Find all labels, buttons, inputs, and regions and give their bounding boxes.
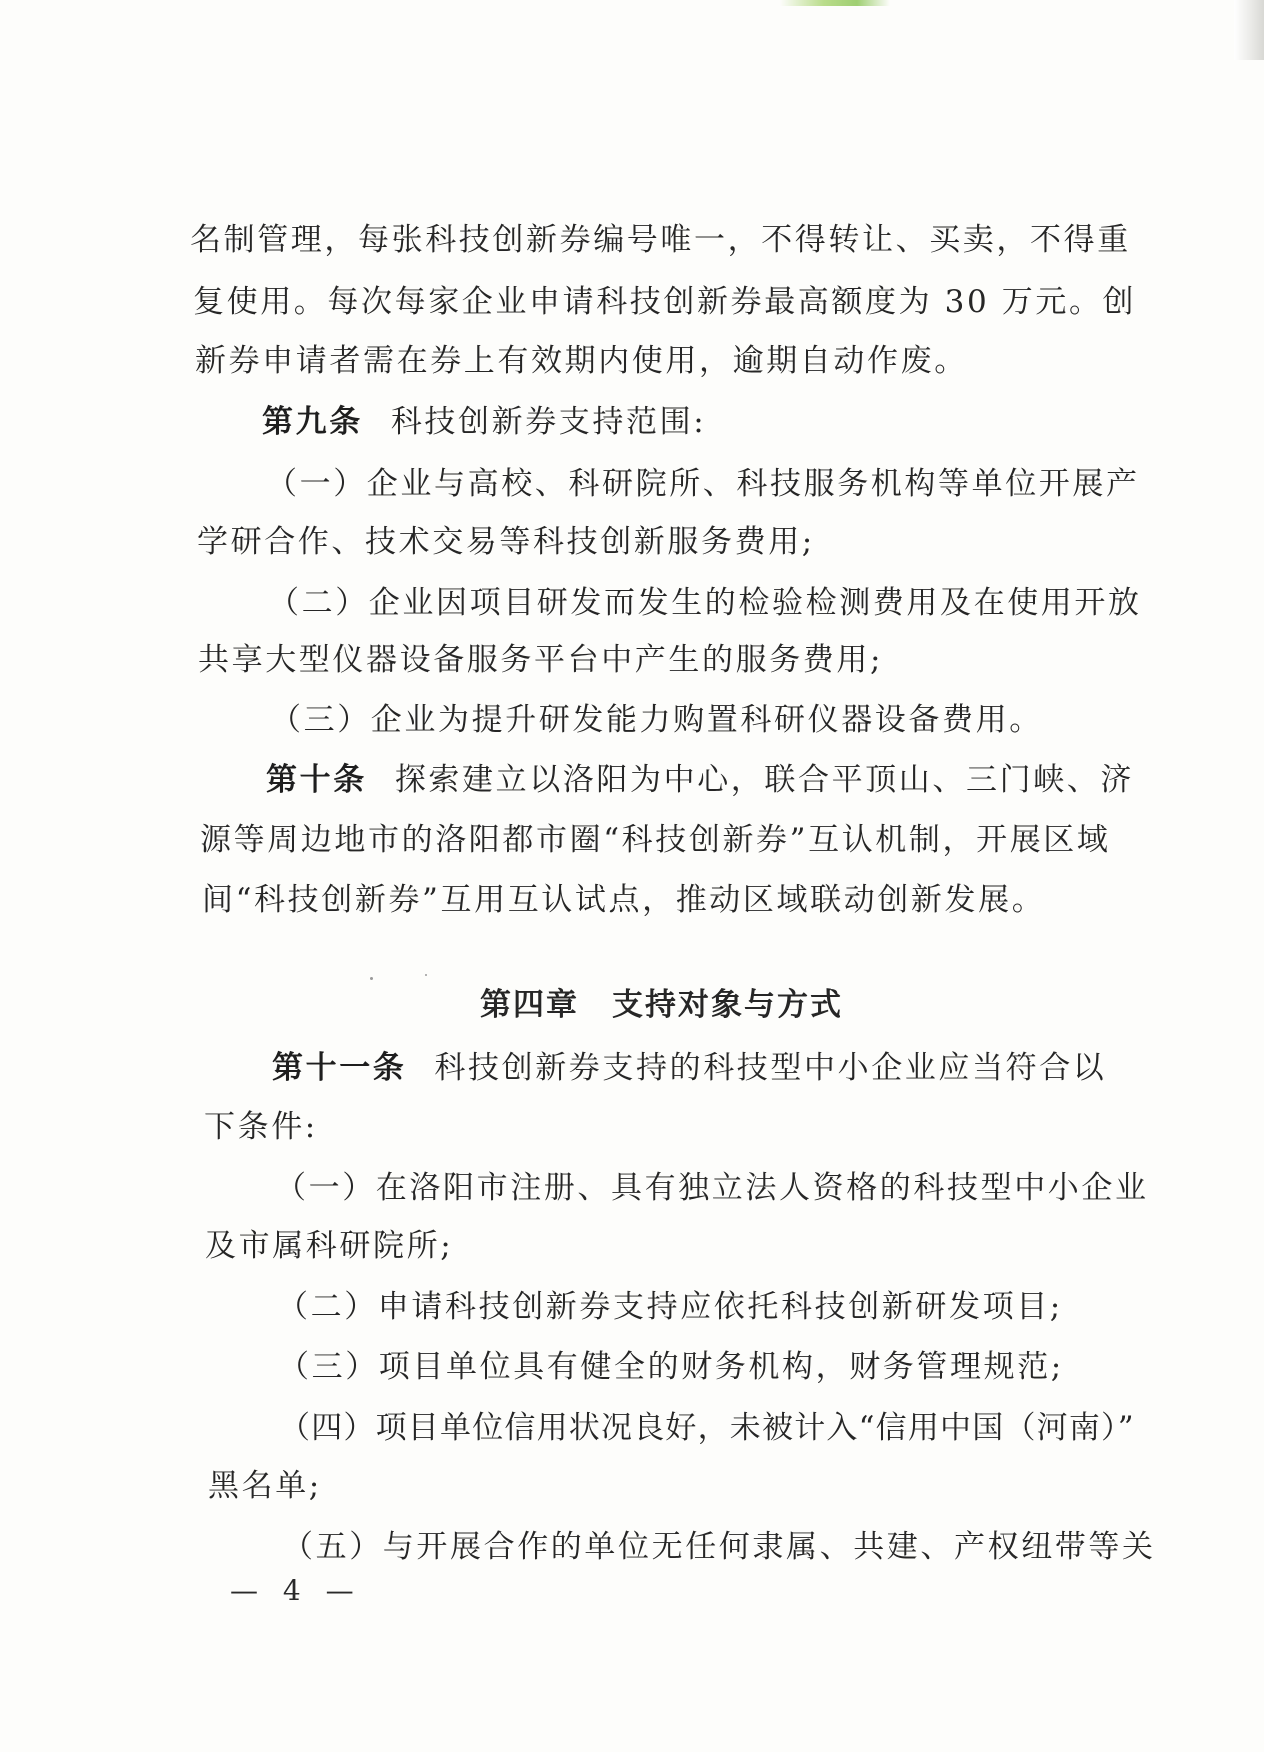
list-item-line: （二）申请科技创新券支持应依托科技创新研发项目; xyxy=(277,1289,1063,1325)
article-10-text: 探索建立以洛阳为中心，联合平顶山、三门峡、济 xyxy=(394,762,1135,798)
list-item-line: （二）企业因项目研发而发生的检验检测费用及在使用开放 xyxy=(268,585,1142,621)
article-9 xyxy=(262,402,706,442)
article-9-text: 科技创新券支持范围: xyxy=(390,404,707,440)
list-item-line: （一）企业与高校、科研院所、科技服务机构等单位开展产 xyxy=(266,466,1140,502)
article-11 xyxy=(272,1048,1106,1088)
list-item-line: （五）与开展合作的单位无任何隶属、共建、产权纽带等关 xyxy=(282,1529,1156,1565)
scan-speck xyxy=(425,974,427,976)
list-item-line: （一）在洛阳市注册、具有独立法人资格的科技型中小企业 xyxy=(275,1170,1149,1206)
list-item-line: 共享大型仪器设备服务平台中产生的服务费用; xyxy=(198,642,884,678)
article-10-label: 第十条 xyxy=(266,762,367,798)
paragraph-line: 名制管理，每张科技创新券编号唯一，不得转让、买卖，不得重 xyxy=(190,222,1131,258)
page-number: — 4 — xyxy=(230,1574,362,1607)
article-9-label: 第九条 xyxy=(262,404,363,440)
list-item-line: 黑名单; xyxy=(208,1468,322,1504)
article-11-label: 第十一条 xyxy=(272,1050,407,1086)
paragraph-line: 源等周边地市的洛阳都市圈“科技创新券”互认机制，开展区域 xyxy=(200,822,1111,858)
article-10 xyxy=(266,760,1134,800)
article-11-text: 科技创新券支持的科技型中小企业应当符合以 xyxy=(434,1050,1107,1086)
list-item-line: （三）企业为提升研发能力购置科研仪器设备费用。 xyxy=(270,702,1043,738)
list-item-line: （三）项目单位具有健全的财务机构，财务管理规范; xyxy=(278,1349,1064,1385)
paragraph-line: 间“科技创新券”互用互认试点，推动区域联动创新发展。 xyxy=(202,882,1046,918)
list-item-line: 学研合作、技术交易等科技创新服务费用; xyxy=(197,524,815,560)
paragraph-line: 下条件: xyxy=(204,1109,318,1145)
scan-speck xyxy=(370,977,373,980)
list-item-line: 及市属科研院所; xyxy=(205,1228,454,1264)
paragraph-line: 新券申请者需在券上有效期内使用，逾期自动作废。 xyxy=(195,343,968,379)
scan-edge-shadow xyxy=(1234,0,1264,60)
paragraph-line: 复使用。每次每家企业申请科技创新券最高额度为 30 万元。创 xyxy=(193,284,1137,320)
list-item-line: （四）项目单位信用状况良好，未被计入“信用中国（河南）” xyxy=(279,1410,1135,1446)
scan-edge-mark xyxy=(780,0,890,6)
chapter-heading: 第四章 支持对象与方式 xyxy=(480,987,843,1023)
